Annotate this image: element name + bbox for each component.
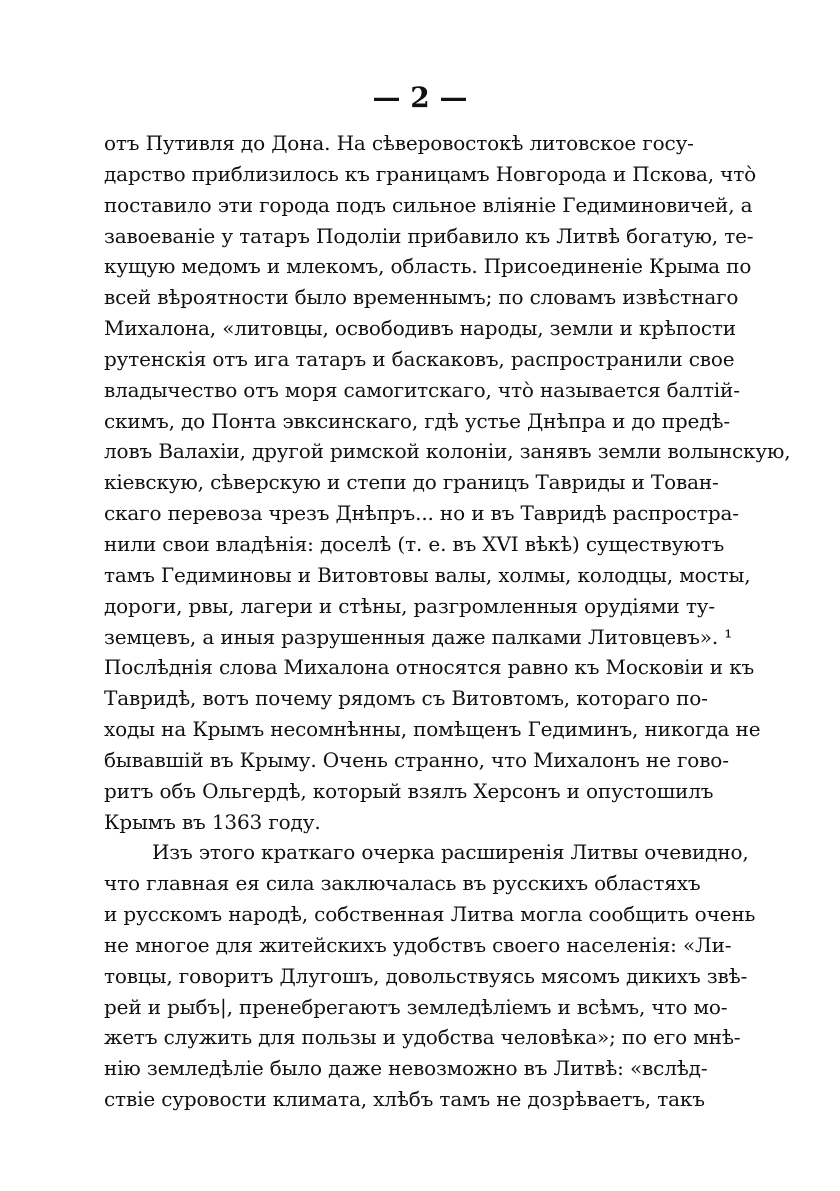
- paragraph: [104, 837, 756, 1115]
- text-line: нили свои владѣнія: доселѣ (т. е. въ XVI вѣкѣ) существуютъ: [104, 531, 725, 556]
- text-line: Изъ этого краткаго очерка расширенія Литвы очевидно,: [152, 840, 749, 865]
- text-line: дарство приблизилось къ границамъ Новгорода и Пскова, что̀: [104, 161, 757, 186]
- text-line: скаго перевоза чрезъ Днѣпръ... но и въ Тавридѣ распростра-: [104, 501, 739, 526]
- text-line: Послѣднія слова Михалона относятся равно къ Московіи и къ: [104, 655, 755, 680]
- text-line: дороги, рвы, лагери и стѣны, разгромленныя орудіями ту-: [104, 593, 715, 618]
- text-line: и русскомъ народѣ, собственная Литва могла сообщить очень: [104, 902, 756, 927]
- text-line: отъ Путивля до Дона. На сѣверовостокѣ литовское госу-: [104, 131, 694, 155]
- body-text: [104, 128, 791, 1115]
- text-line: жетъ служить для пользы и удобства человѣка»; по его мнѣ-: [104, 1025, 741, 1050]
- text-line: нію земледѣліе было даже невозможно въ Литвѣ: «вслѣд-: [104, 1056, 708, 1081]
- text-line: что главная ея сила заключалась въ русскихъ областяхъ: [104, 871, 701, 896]
- text-line: ритъ объ Ольгердѣ, который взялъ Херсонъ и опустошилъ: [104, 778, 714, 803]
- text-line: Михалона, «литовцы, освободивъ народы, земли и крѣпости: [104, 316, 736, 341]
- text-line: владычество отъ моря самогитскаго, что̀ называется балтій-: [104, 377, 740, 402]
- text-line: тамъ Гедиминовы и Витовтовы валы, холмы, колодцы, мосты,: [104, 562, 751, 587]
- text-line: завоеваніе у татаръ Подоліи прибавило къ Литвѣ богатую, те-: [104, 223, 754, 248]
- text-line: бывавшій въ Крыму. Очень странно, что Михалонъ не гово-: [104, 747, 729, 772]
- text-line: ходы на Крымъ несомнѣнны, помѣщенъ Гедиминъ, никогда не: [104, 717, 761, 742]
- text-line: Тавридѣ, вотъ почему рядомъ съ Витовтомъ, котораго по-: [104, 686, 708, 711]
- text-line: поставило эти города подъ сильное вліяніе Гедиминовичей, а: [104, 192, 753, 217]
- text-line: Крымъ въ 1363 году.: [104, 809, 321, 834]
- text-line: кущую медомъ и млекомъ, область. Присоединеніе Крыма по: [104, 254, 752, 279]
- text-line: земцевъ, а иныя разрушенныя даже палками Литовцевъ». ¹: [104, 624, 733, 649]
- text-line: кіевскую, сѣверскую и степи до границъ Тавриды и Тован-: [104, 470, 719, 495]
- text-line: товцы, говоритъ Длугошъ, довольствуясь мясомъ дикихъ звѣ-: [104, 963, 748, 988]
- text-line: скимъ, до Понта эвксинскаго, гдѣ устье Днѣпра и до предѣ-: [104, 408, 730, 433]
- text-line: рей и рыбъ|, пренебрегаютъ земледѣліемъ и всѣмъ, что мо-: [104, 994, 728, 1019]
- text-line: ствіе суровости климата, хлѣбъ тамъ не дозрѣваетъ, такъ: [104, 1087, 705, 1112]
- paragraph: [104, 128, 791, 837]
- text-line: рутенскія отъ ига татаръ и баскаковъ, распространили свое: [104, 346, 735, 371]
- page-number: — 2 —: [372, 81, 468, 114]
- text-line: ловъ Валахіи, другой римской колоніи, занявъ земли волынскую,: [104, 439, 791, 464]
- text-line: не многое для житейскихъ удобствъ своего населенія: «Ли-: [104, 932, 732, 957]
- text-line: всей вѣроятности было временнымъ; по словамъ извѣстнаго: [104, 285, 739, 310]
